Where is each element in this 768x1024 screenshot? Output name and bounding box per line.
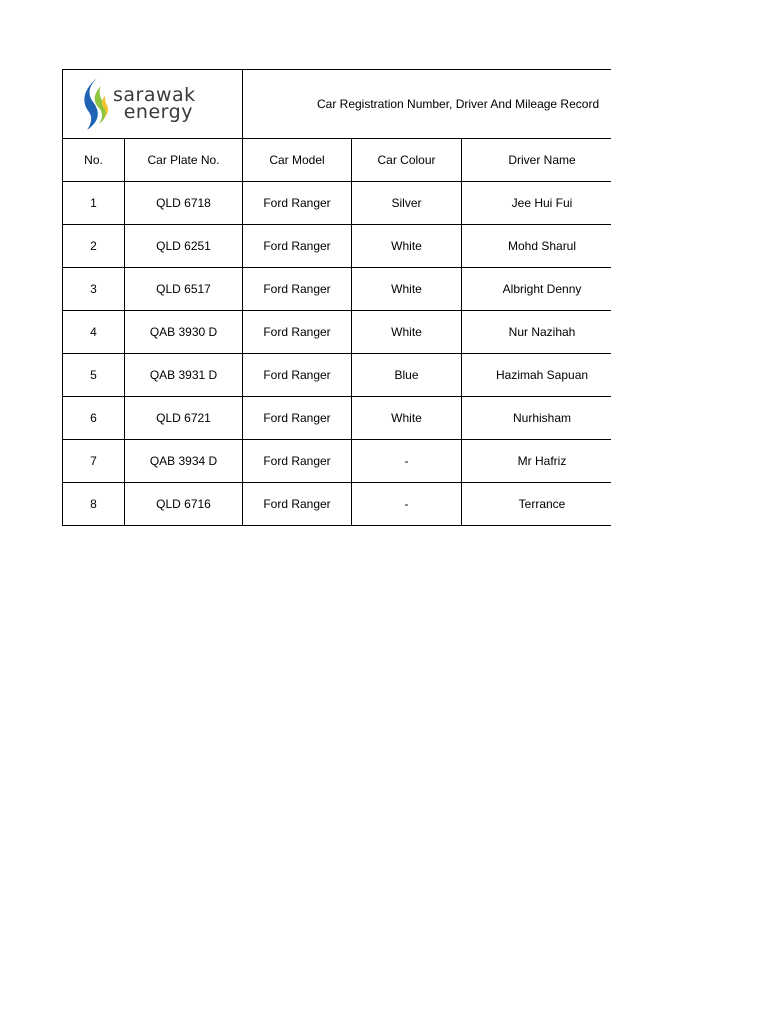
cell-driver-name: Terrance [462, 483, 612, 526]
cell-car-colour: - [352, 483, 462, 526]
cell-car-plate: QAB 3931 D [125, 354, 243, 397]
cell-car-colour: White [352, 225, 462, 268]
cell-driver-name: Mohd Sharul [462, 225, 612, 268]
header-driver-name: Driver Name [462, 139, 612, 182]
cell-no: 2 [63, 225, 125, 268]
cell-car-colour: White [352, 311, 462, 354]
cell-no: 4 [63, 311, 125, 354]
logo-line-2: energy [123, 101, 193, 123]
cell-car-model: Ford Ranger [243, 268, 352, 311]
cell-driver-name: Nurhisham [462, 397, 612, 440]
cell-no: 8 [63, 483, 125, 526]
table-row [63, 182, 612, 225]
car-record-table [62, 69, 611, 526]
cell-car-colour: Silver [352, 182, 462, 225]
cell-no: 7 [63, 440, 125, 483]
cell-car-colour: White [352, 397, 462, 440]
table-row [63, 440, 612, 483]
cell-car-plate: QLD 6716 [125, 483, 243, 526]
logo-wordmark [113, 84, 196, 123]
cell-no: 6 [63, 397, 125, 440]
table-row [63, 354, 612, 397]
cell-car-model: Ford Ranger [243, 225, 352, 268]
record-sheet [62, 69, 611, 526]
cell-no: 1 [63, 182, 125, 225]
cell-car-plate: QLD 6517 [125, 268, 243, 311]
title-row [63, 70, 612, 139]
cell-car-colour: White [352, 268, 462, 311]
cell-car-model: Ford Ranger [243, 182, 352, 225]
cell-car-plate: QAB 3930 D [125, 311, 243, 354]
table-row [63, 483, 612, 526]
cell-car-model: Ford Ranger [243, 440, 352, 483]
cell-driver-name: Mr Hafriz [462, 440, 612, 483]
cell-car-plate: QAB 3934 D [125, 440, 243, 483]
logo-line-1: sarawak [113, 84, 196, 106]
cell-car-plate: QLD 6721 [125, 397, 243, 440]
flame-logo-icon [79, 76, 109, 132]
header-car-colour: Car Colour [352, 139, 462, 182]
cell-driver-name: Albright Denny [462, 268, 612, 311]
table-row [63, 268, 612, 311]
cell-car-model: Ford Ranger [243, 354, 352, 397]
header-row [63, 139, 612, 182]
document-title: Car Registration Number, Driver And Mileage Record [243, 70, 612, 139]
cell-car-model: Ford Ranger [243, 397, 352, 440]
header-car-model: Car Model [243, 139, 352, 182]
cell-no: 3 [63, 268, 125, 311]
cell-car-plate: QLD 6251 [125, 225, 243, 268]
cell-car-model: Ford Ranger [243, 311, 352, 354]
cell-no: 5 [63, 354, 125, 397]
cell-car-model: Ford Ranger [243, 483, 352, 526]
cell-driver-name: Nur Nazihah [462, 311, 612, 354]
header-no: No. [63, 139, 125, 182]
table-row [63, 311, 612, 354]
table-row [63, 397, 612, 440]
cell-car-colour: Blue [352, 354, 462, 397]
cell-driver-name: Hazimah Sapuan [462, 354, 612, 397]
cell-driver-name: Jee Hui Fui [462, 182, 612, 225]
cell-car-colour: - [352, 440, 462, 483]
header-car-plate: Car Plate No. [125, 139, 243, 182]
cell-car-plate: QLD 6718 [125, 182, 243, 225]
table-row [63, 225, 612, 268]
logo-cell [63, 70, 243, 139]
sarawak-energy-logo [63, 76, 242, 132]
